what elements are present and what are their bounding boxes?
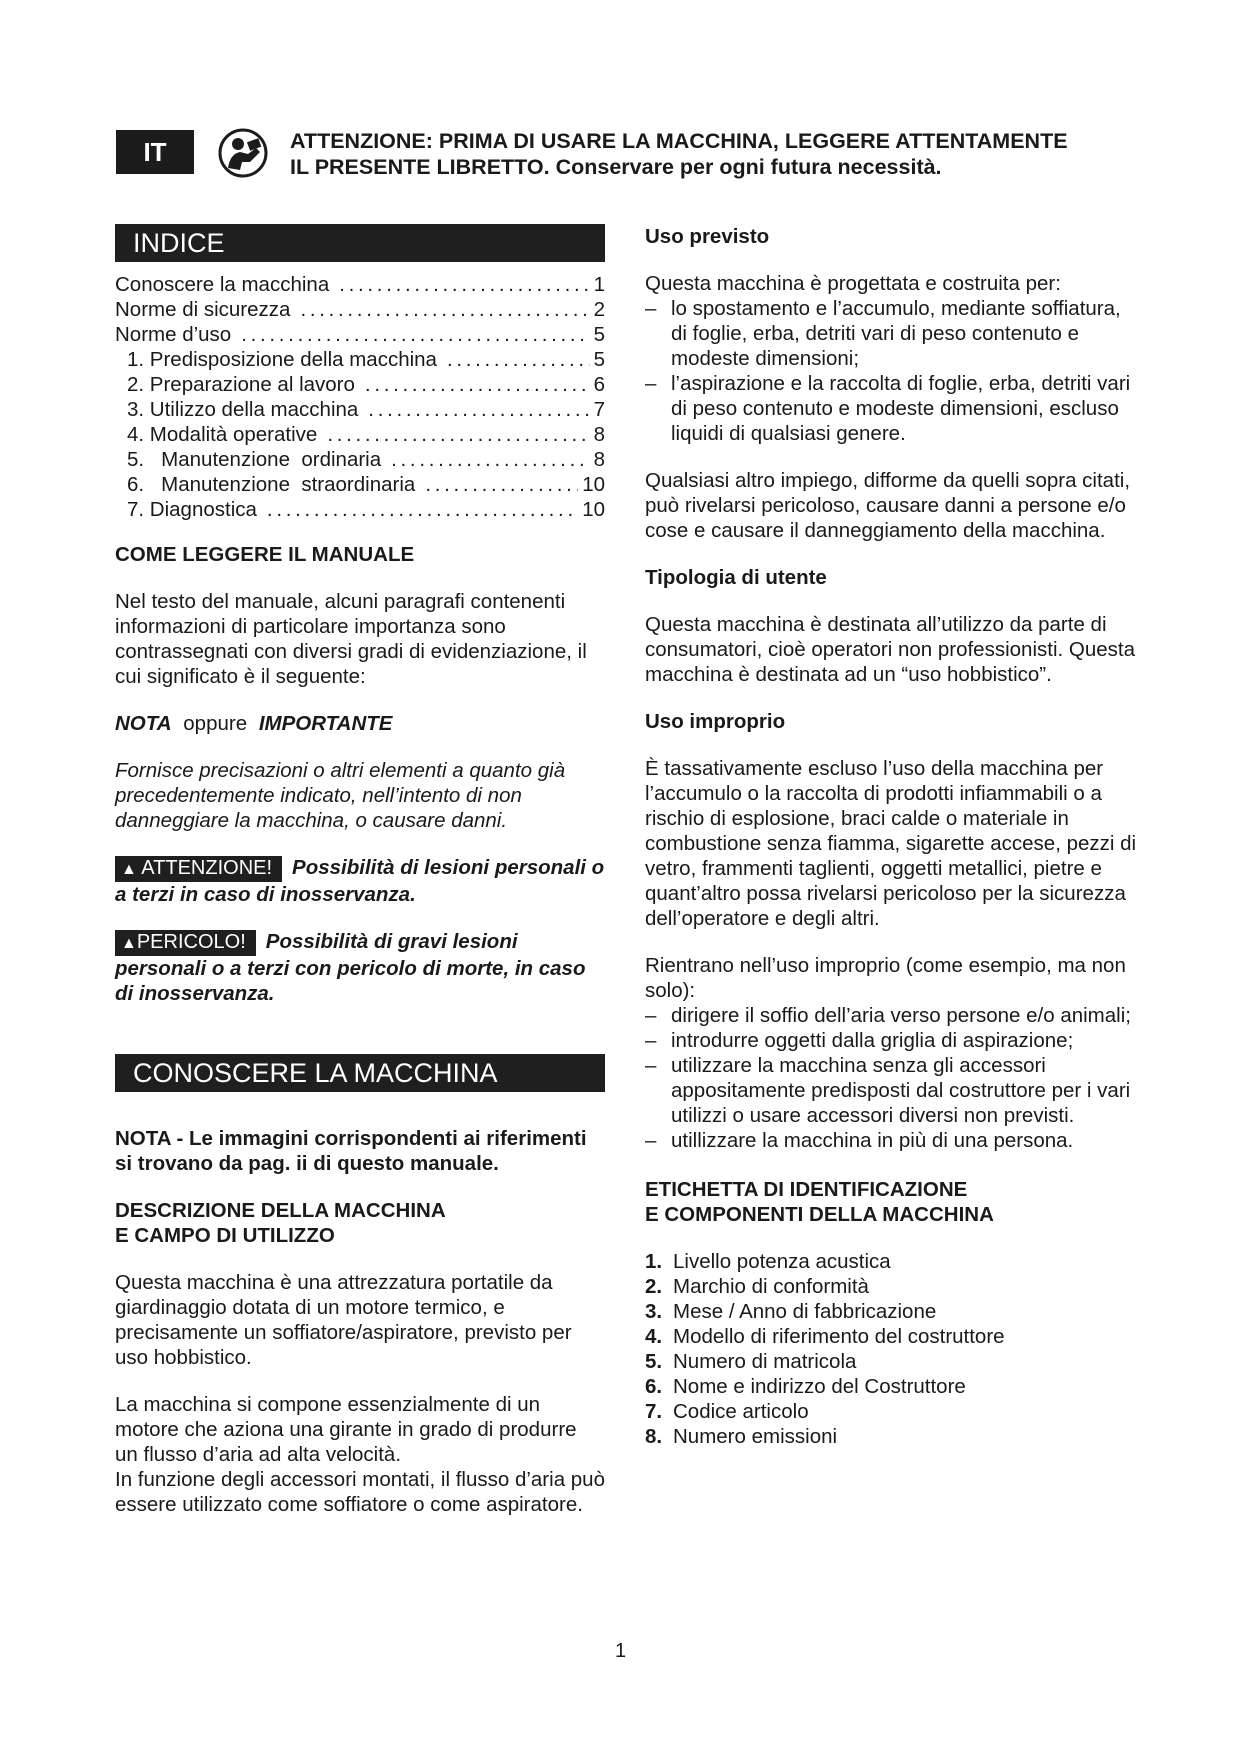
- warning-triangle-icon: ▲: [121, 861, 137, 878]
- attenzione-note: [115, 855, 605, 907]
- right-column: [645, 224, 1140, 1449]
- list-item: 4. Modello di riferimento del costruttore: [645, 1325, 1005, 1348]
- how-to-read-intro: Nel testo del manuale, alcuni paragrafi contenenti informazioni di particolare importanza sono contrassegnati con diversi gradi di evidenziazione, il cui significato è il seguente:: [115, 590, 587, 688]
- toc-row[interactable]: 7. Diagnostica . . . 10: [115, 497, 605, 522]
- attenzione-text: Possibilità di lesioni personali o a terzi in caso di inosservanza.: [115, 856, 605, 906]
- list-item: – lo spostamento e l’accumulo, mediante soffiatura, di foglie, erba, detriti vari di peso contenuto e modeste dimensioni;: [645, 297, 1121, 370]
- list-item: 1. Livello potenza acustica: [645, 1250, 891, 1273]
- intended-use-title: Uso previsto: [645, 225, 770, 248]
- toc-row[interactable]: 5. Manutenzione ordinaria . . . 8: [115, 447, 605, 472]
- list-item: – introdurre oggetti dalla griglia di aspirazione;: [645, 1029, 1074, 1052]
- pericolo-note: [115, 929, 605, 1006]
- left-column: [115, 224, 605, 1517]
- improper-use-text: È tassativamente escluso l’uso della macchina per l’accumulo o la raccolta di prodotti infiammabili o a rischio di esplosione, braci calde o materiale in combustione senza fiamma, sigarette accese, pezzi di vetro, frammenti taglienti, oggetti metallici, pietre e quant’altro possa rivelarsi pericoloso per la sicurezza dell’operatore e degli altri.: [645, 757, 1137, 930]
- nota-label: NOTA: [115, 712, 172, 735]
- know-machine-title-bar: [115, 1054, 605, 1092]
- list-item: – utilizzare la macchina senza gli accessori appositamente predisposti dal costruttore per i vari utilizzi o usare accessori diversi non previsti.: [645, 1054, 1131, 1127]
- warning-triangle-icon: ▲: [121, 935, 137, 952]
- label-title: ETICHETTA DI IDENTIFICAZIONE E COMPONENTI DELLA MACCHINA: [645, 1178, 994, 1226]
- list-item: 2. Marchio di conformità: [645, 1275, 869, 1298]
- user-type-text: Questa macchina è destinata all’utilizzo da parte di consumatori, cioè operatori non professionisti. Questa macchina è destinata ad un “uso hobbistico”.: [645, 613, 1135, 686]
- list-item: – dirigere il soffio dell’aria verso persone e/o animali;: [645, 1004, 1131, 1027]
- header-warning-line1: ATTENZIONE: PRIMA DI USARE LA MACCHINA, LEGGERE ATTENTAMENTE: [290, 129, 1068, 153]
- header-warning-line2: IL PRESENTE LIBRETTO. Conservare per ogni futura necessità.: [290, 155, 942, 179]
- list-item: 7. Codice articolo: [645, 1400, 809, 1423]
- user-type-title: Tipologia di utente: [645, 566, 827, 589]
- improper-use-title: Uso improprio: [645, 710, 786, 733]
- toc-row[interactable]: Conoscere la macchina . . . 1: [115, 272, 605, 297]
- toc-row[interactable]: 2. Preparazione al lavoro . . . 6: [115, 372, 605, 397]
- pericolo-badge: ▲PERICOLO!: [115, 930, 256, 956]
- intended-use-intro: Questa macchina è progettata e costruita per:: [645, 272, 1061, 295]
- improper-use-intro: Rientrano nell’uso improprio (come esempio, ma non solo):: [645, 954, 1126, 1002]
- toc-row[interactable]: 6. Manutenzione straordinaria . . . 10: [115, 472, 605, 497]
- description-paragraph-2: La macchina si compone essenzialmente di un motore che aziona una girante in grado di produrre un flusso d’aria ad alta velocità.: [115, 1393, 577, 1466]
- intended-use-other: Qualsiasi altro impiego, difforme da quelli sopra citati, può rivelarsi pericoloso, causare danni a persone e/o cose e causare il danneggiamento della macchina.: [645, 469, 1131, 542]
- table-of-contents: [115, 272, 605, 522]
- index-title: INDICE: [133, 228, 225, 258]
- list-item: 8. Numero emissioni: [645, 1425, 838, 1448]
- list-item: 6. Nome e indirizzo del Costruttore: [645, 1375, 966, 1398]
- pericolo-text: Possibilità di gravi lesioni personali o a terzi con pericolo di morte, in caso di inosservanza.: [115, 930, 586, 1005]
- importante-label: IMPORTANTE: [258, 712, 393, 735]
- description-title: DESCRIZIONE DELLA MACCHINA E CAMPO DI UTILIZZO: [115, 1199, 446, 1247]
- how-to-read-title: COME LEGGERE IL MANUALE: [115, 543, 415, 566]
- page-number: 1: [614, 1640, 627, 1662]
- language-badge: IT: [116, 130, 194, 174]
- attenzione-badge: ▲ ATTENZIONE!: [115, 856, 282, 882]
- toc-row[interactable]: Norme d’uso . . . 5: [115, 322, 605, 347]
- nota-description: Fornisce precisazioni o altri elementi a quanto già precedentemente indicato, nell’intento di non danneggiare la macchina, o causare danni.: [115, 759, 566, 832]
- description-paragraph-1: Questa macchina è una attrezzatura portatile da giardinaggio dotata di un motore termico, e precisamente un soffiatore/aspiratore, previsto per uso hobbistico.: [115, 1271, 572, 1369]
- toc-row[interactable]: 1. Predisposizione della macchina . . . 5: [115, 347, 605, 372]
- nota-importante-line: [115, 711, 605, 736]
- label-components-list: [645, 1249, 1140, 1449]
- list-item: – l’aspirazione e la raccolta di foglie, erba, detriti vari di peso contenuto e modeste dimensioni, escluso liquidi di qualsiasi genere.: [645, 372, 1131, 445]
- toc-row[interactable]: Norme di sicurezza . . . 2: [115, 297, 605, 322]
- oppure-text: oppure: [183, 712, 248, 735]
- index-title-bar: [115, 224, 605, 262]
- images-note: NOTA - Le immagini corrispondenti ai riferimenti si trovano da pag. ii di questo manuale.: [115, 1127, 587, 1175]
- list-item: 5. Numero di matricola: [645, 1350, 857, 1373]
- list-item: – utillizzare la macchina in più di una persona.: [645, 1129, 1074, 1152]
- description-paragraph-3: In funzione degli accessori montati, il flusso d’aria può essere utilizzato come soffiatore o come aspiratore.: [115, 1468, 605, 1516]
- know-machine-title: CONOSCERE LA MACCHINA: [133, 1058, 498, 1088]
- header-warning: [290, 128, 1130, 180]
- list-item: 3. Mese / Anno di fabbricazione: [645, 1300, 937, 1323]
- read-manual-icon: [218, 128, 268, 178]
- toc-row[interactable]: 3. Utilizzo della macchina . . . 7: [115, 397, 605, 422]
- toc-row[interactable]: 4. Modalità operative . . . 8: [115, 422, 605, 447]
